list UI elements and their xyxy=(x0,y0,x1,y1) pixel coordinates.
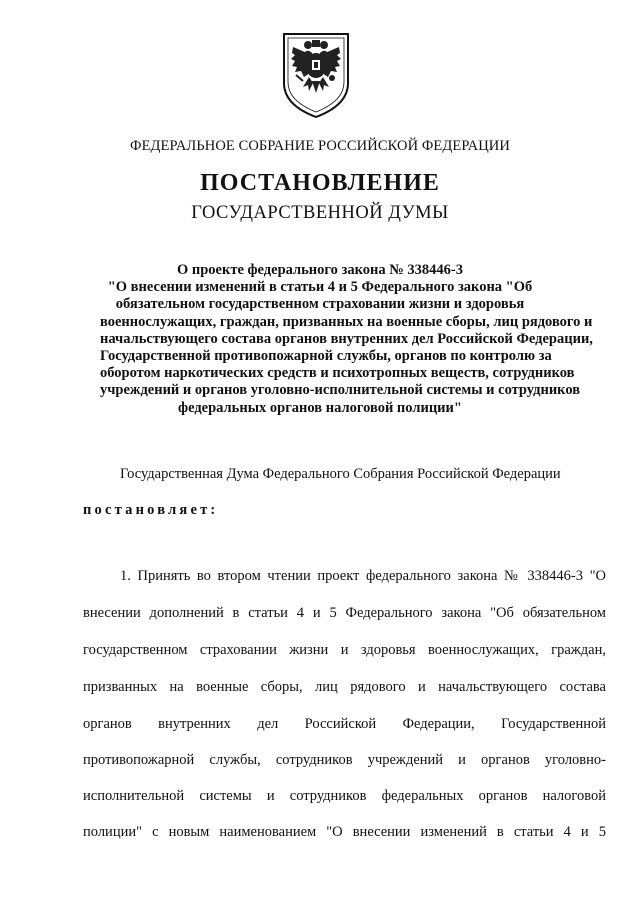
title-line: "О внесении изменений в статьи 4 и 5 Федерального закона "Об xyxy=(107,279,533,296)
organization-name: ФЕДЕРАЛЬНОЕ СОБРАНИЕ РОССИЙСКОЙ ФЕДЕРАЦИИ xyxy=(130,138,510,154)
paragraph-line: призванных на военные сборы, лиц рядового и начальствующего состава xyxy=(83,679,606,695)
document-type: ПОСТАНОВЛЕНИЕ xyxy=(200,170,440,196)
paragraph-line: противопожарной службы, сотрудников учреждений и органов уголовно- xyxy=(83,752,606,768)
paragraph-line: внесении дополнений в статьи 4 и 5 Федерального закона "Об обязательном xyxy=(83,605,606,621)
title-line: федеральных органов налоговой полиции" xyxy=(178,399,462,416)
title-line: военнослужащих, граждан, призванных на военные сборы, лиц рядового и xyxy=(100,313,593,330)
resolution-title xyxy=(100,262,593,417)
document-subtype: ГОСУДАРСТВЕННОЙ ДУМЫ xyxy=(191,203,449,223)
coat-of-arms-icon xyxy=(281,31,351,119)
intro-text: Государственная Дума Федерального Собрания Российской Федерации xyxy=(120,466,561,482)
title-line: оборотом наркотических средств и психотропных веществ, сотрудников xyxy=(100,365,575,382)
title-line: обязательном государственном страховании жизни и здоровья xyxy=(115,296,525,313)
decree-word: постановляет: xyxy=(83,502,219,518)
title-line: О проекте федерального закона № 338446-3 xyxy=(176,262,464,278)
title-line: Государственной противопожарной службы, органов по контролю за xyxy=(100,348,552,365)
title-line: начальствующего состава органов внутренних дел Российской Федерации, xyxy=(100,330,593,347)
paragraph-line: 1. Принять во втором чтении проект федерального закона № 338446-3 "О xyxy=(120,568,606,584)
title-line: учреждений и органов уголовно-исполнительной системы и сотрудников xyxy=(100,382,581,399)
paragraph-line: исполнительной системы и сотрудников федеральных органов налоговой xyxy=(83,788,606,804)
paragraph-line: государственном страховании жизни и здоровья военнослужащих, граждан, xyxy=(83,642,606,658)
paragraph-line: полиции" с новым наименованием "О внесении изменений в статьи 4 и 5 xyxy=(83,824,606,840)
paragraph-line: органов внутренних дел Российской Федерации, Государственной xyxy=(83,716,606,732)
